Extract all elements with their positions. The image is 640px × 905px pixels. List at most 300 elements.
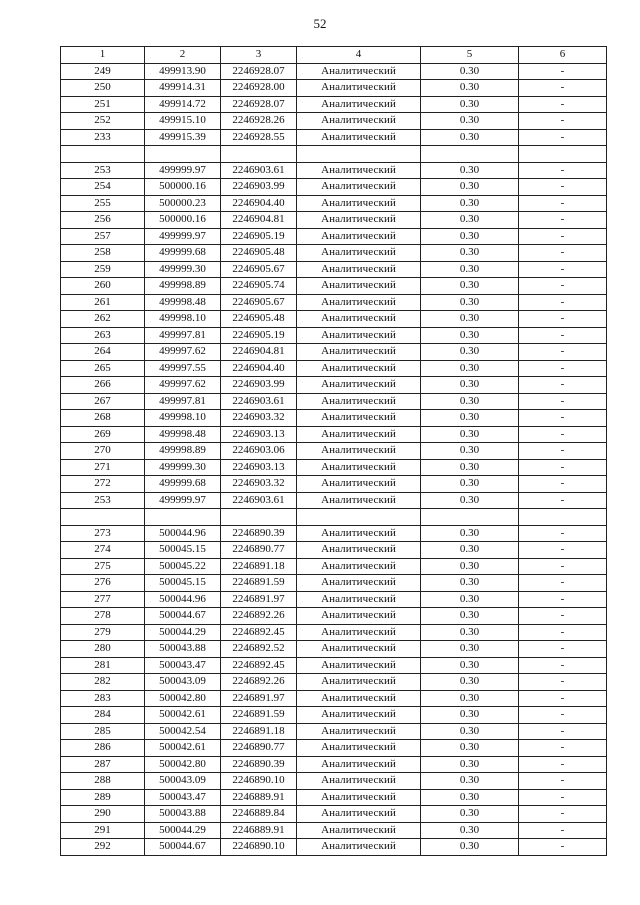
- point-number-cell: 290: [61, 806, 145, 823]
- method-cell: Аналитический: [297, 525, 421, 542]
- point-number-cell: 269: [61, 426, 145, 443]
- x-coordinate-cell: 500000.23: [145, 195, 221, 212]
- point-number-cell: 282: [61, 674, 145, 691]
- note-cell: -: [519, 525, 607, 542]
- x-coordinate-cell: 500042.61: [145, 740, 221, 757]
- y-coordinate-cell: 2246903.32: [221, 476, 297, 493]
- x-coordinate-cell: 500043.88: [145, 806, 221, 823]
- table-row: [61, 558, 607, 575]
- method-cell: Аналитический: [297, 129, 421, 146]
- method-cell: Аналитический: [297, 294, 421, 311]
- accuracy-cell: 0.30: [421, 575, 519, 592]
- table-row: [61, 261, 607, 278]
- method-cell: Аналитический: [297, 822, 421, 839]
- method-cell: Аналитический: [297, 542, 421, 559]
- table-row: [61, 789, 607, 806]
- method-cell: Аналитический: [297, 575, 421, 592]
- y-coordinate-cell: 2246890.39: [221, 525, 297, 542]
- point-number-cell: 252: [61, 113, 145, 130]
- table-row: [61, 228, 607, 245]
- note-cell: -: [519, 327, 607, 344]
- y-coordinate-cell: 2246905.48: [221, 245, 297, 262]
- y-coordinate-cell: 2246904.40: [221, 360, 297, 377]
- accuracy-cell: 0.30: [421, 756, 519, 773]
- y-coordinate-cell: 2246891.97: [221, 690, 297, 707]
- method-cell: Аналитический: [297, 228, 421, 245]
- y-coordinate-cell: 2246928.26: [221, 113, 297, 130]
- accuracy-cell: 0.30: [421, 641, 519, 658]
- point-number-cell: 277: [61, 591, 145, 608]
- accuracy-cell: 0.30: [421, 624, 519, 641]
- x-coordinate-cell: 500044.96: [145, 591, 221, 608]
- y-coordinate-cell: 2246905.19: [221, 228, 297, 245]
- note-cell: -: [519, 278, 607, 295]
- accuracy-cell: 0.30: [421, 245, 519, 262]
- method-cell: Аналитический: [297, 624, 421, 641]
- method-cell: Аналитический: [297, 360, 421, 377]
- note-cell: -: [519, 492, 607, 509]
- x-coordinate-cell: 499997.62: [145, 377, 221, 394]
- note-cell: -: [519, 690, 607, 707]
- method-cell: Аналитический: [297, 591, 421, 608]
- table-row: [61, 624, 607, 641]
- accuracy-cell: 0.30: [421, 476, 519, 493]
- point-number-cell: 291: [61, 822, 145, 839]
- table-row: [61, 294, 607, 311]
- accuracy-cell: 0.30: [421, 723, 519, 740]
- method-cell: Аналитический: [297, 179, 421, 196]
- table-row: [61, 311, 607, 328]
- table-row: [61, 327, 607, 344]
- method-cell: Аналитический: [297, 344, 421, 361]
- note-cell: -: [519, 179, 607, 196]
- note-cell: -: [519, 245, 607, 262]
- accuracy-cell: 0.30: [421, 278, 519, 295]
- x-coordinate-cell: 500044.67: [145, 839, 221, 856]
- method-cell: Аналитический: [297, 443, 421, 460]
- table-row: [61, 525, 607, 542]
- table-row: [61, 63, 607, 80]
- note-cell: -: [519, 839, 607, 856]
- accuracy-cell: 0.30: [421, 344, 519, 361]
- point-number-cell: 250: [61, 80, 145, 97]
- x-coordinate-cell: 499999.97: [145, 162, 221, 179]
- table-row: [61, 212, 607, 229]
- x-coordinate-cell: 500042.54: [145, 723, 221, 740]
- table-row: [61, 839, 607, 856]
- note-cell: -: [519, 641, 607, 658]
- point-number-cell: 255: [61, 195, 145, 212]
- x-coordinate-cell: 500000.16: [145, 179, 221, 196]
- page-number: 52: [313, 16, 327, 31]
- y-coordinate-cell: 2246928.07: [221, 63, 297, 80]
- x-coordinate-cell: 500044.96: [145, 525, 221, 542]
- note-cell: -: [519, 80, 607, 97]
- y-coordinate-cell: 2246889.91: [221, 822, 297, 839]
- table-row: [61, 410, 607, 427]
- accuracy-cell: 0.30: [421, 789, 519, 806]
- note-cell: -: [519, 789, 607, 806]
- note-cell: -: [519, 261, 607, 278]
- method-cell: Аналитический: [297, 740, 421, 757]
- x-coordinate-cell: 500044.29: [145, 822, 221, 839]
- empty-cell: [145, 509, 221, 526]
- x-coordinate-cell: 499998.89: [145, 443, 221, 460]
- accuracy-cell: 0.30: [421, 393, 519, 410]
- accuracy-cell: 0.30: [421, 740, 519, 757]
- table-row: [61, 377, 607, 394]
- point-number-cell: 286: [61, 740, 145, 757]
- y-coordinate-cell: 2246892.52: [221, 641, 297, 658]
- method-cell: Аналитический: [297, 476, 421, 493]
- y-coordinate-cell: 2246890.77: [221, 542, 297, 559]
- accuracy-cell: 0.30: [421, 261, 519, 278]
- x-coordinate-cell: 499915.39: [145, 129, 221, 146]
- note-cell: -: [519, 459, 607, 476]
- y-coordinate-cell: 2246891.97: [221, 591, 297, 608]
- point-number-cell: 253: [61, 162, 145, 179]
- accuracy-cell: 0.30: [421, 806, 519, 823]
- accuracy-cell: 0.30: [421, 839, 519, 856]
- note-cell: -: [519, 558, 607, 575]
- y-coordinate-cell: 2246892.45: [221, 624, 297, 641]
- x-coordinate-cell: 500045.15: [145, 575, 221, 592]
- empty-cell: [297, 509, 421, 526]
- y-coordinate-cell: 2246892.26: [221, 608, 297, 625]
- method-cell: Аналитический: [297, 723, 421, 740]
- point-number-cell: 254: [61, 179, 145, 196]
- coordinates-table: [60, 46, 607, 856]
- x-coordinate-cell: 500045.22: [145, 558, 221, 575]
- empty-cell: [221, 509, 297, 526]
- accuracy-cell: 0.30: [421, 80, 519, 97]
- y-coordinate-cell: 2246891.18: [221, 723, 297, 740]
- group-separator-row: [61, 146, 607, 163]
- y-coordinate-cell: 2246928.07: [221, 96, 297, 113]
- method-cell: Аналитический: [297, 393, 421, 410]
- table-row: [61, 113, 607, 130]
- note-cell: -: [519, 575, 607, 592]
- point-number-cell: 273: [61, 525, 145, 542]
- accuracy-cell: 0.30: [421, 212, 519, 229]
- x-coordinate-cell: 499997.81: [145, 327, 221, 344]
- table-row: [61, 707, 607, 724]
- empty-cell: [421, 509, 519, 526]
- accuracy-cell: 0.30: [421, 591, 519, 608]
- y-coordinate-cell: 2246891.18: [221, 558, 297, 575]
- accuracy-cell: 0.30: [421, 360, 519, 377]
- method-cell: Аналитический: [297, 426, 421, 443]
- accuracy-cell: 0.30: [421, 443, 519, 460]
- table-row: [61, 806, 607, 823]
- y-coordinate-cell: 2246903.13: [221, 459, 297, 476]
- table-header-row: [61, 47, 607, 64]
- note-cell: -: [519, 294, 607, 311]
- table-row: [61, 657, 607, 674]
- point-number-cell: 261: [61, 294, 145, 311]
- x-coordinate-cell: 499998.48: [145, 426, 221, 443]
- point-number-cell: 258: [61, 245, 145, 262]
- method-cell: Аналитический: [297, 608, 421, 625]
- y-coordinate-cell: 2246903.99: [221, 377, 297, 394]
- note-cell: -: [519, 608, 607, 625]
- method-cell: Аналитический: [297, 707, 421, 724]
- note-cell: -: [519, 195, 607, 212]
- point-number-cell: 257: [61, 228, 145, 245]
- point-number-cell: 263: [61, 327, 145, 344]
- note-cell: -: [519, 377, 607, 394]
- coordinates-table-body: [61, 47, 607, 856]
- x-coordinate-cell: 500043.47: [145, 657, 221, 674]
- y-coordinate-cell: 2246890.39: [221, 756, 297, 773]
- empty-cell: [61, 146, 145, 163]
- accuracy-cell: 0.30: [421, 195, 519, 212]
- x-coordinate-cell: 500043.09: [145, 773, 221, 790]
- y-coordinate-cell: 2246928.00: [221, 80, 297, 97]
- y-coordinate-cell: 2246928.55: [221, 129, 297, 146]
- method-cell: Аналитический: [297, 311, 421, 328]
- header-cell-5: 5: [421, 47, 519, 64]
- table-row: [61, 162, 607, 179]
- point-number-cell: 256: [61, 212, 145, 229]
- note-cell: -: [519, 624, 607, 641]
- table-row: [61, 393, 607, 410]
- accuracy-cell: 0.30: [421, 674, 519, 691]
- y-coordinate-cell: 2246892.26: [221, 674, 297, 691]
- accuracy-cell: 0.30: [421, 608, 519, 625]
- accuracy-cell: 0.30: [421, 707, 519, 724]
- table-row: [61, 690, 607, 707]
- accuracy-cell: 0.30: [421, 426, 519, 443]
- point-number-cell: 289: [61, 789, 145, 806]
- y-coordinate-cell: 2246890.10: [221, 773, 297, 790]
- y-coordinate-cell: 2246890.10: [221, 839, 297, 856]
- table-row: [61, 591, 607, 608]
- note-cell: -: [519, 674, 607, 691]
- note-cell: -: [519, 773, 607, 790]
- table-row: [61, 195, 607, 212]
- accuracy-cell: 0.30: [421, 311, 519, 328]
- x-coordinate-cell: 499998.10: [145, 410, 221, 427]
- accuracy-cell: 0.30: [421, 690, 519, 707]
- point-number-cell: 287: [61, 756, 145, 773]
- method-cell: Аналитический: [297, 806, 421, 823]
- x-coordinate-cell: 499997.62: [145, 344, 221, 361]
- x-coordinate-cell: 499913.90: [145, 63, 221, 80]
- header-cell-1: 1: [61, 47, 145, 64]
- accuracy-cell: 0.30: [421, 542, 519, 559]
- y-coordinate-cell: 2246905.48: [221, 311, 297, 328]
- accuracy-cell: 0.30: [421, 179, 519, 196]
- point-number-cell: 262: [61, 311, 145, 328]
- x-coordinate-cell: 499999.97: [145, 228, 221, 245]
- note-cell: -: [519, 113, 607, 130]
- table-row: [61, 129, 607, 146]
- method-cell: Аналитический: [297, 674, 421, 691]
- table-row: [61, 674, 607, 691]
- note-cell: -: [519, 723, 607, 740]
- method-cell: Аналитический: [297, 756, 421, 773]
- x-coordinate-cell: 500042.80: [145, 690, 221, 707]
- point-number-cell: 267: [61, 393, 145, 410]
- table-row: [61, 542, 607, 559]
- x-coordinate-cell: 500043.09: [145, 674, 221, 691]
- method-cell: Аналитический: [297, 96, 421, 113]
- x-coordinate-cell: 500042.80: [145, 756, 221, 773]
- y-coordinate-cell: 2246889.91: [221, 789, 297, 806]
- accuracy-cell: 0.30: [421, 657, 519, 674]
- method-cell: Аналитический: [297, 492, 421, 509]
- table-row: [61, 608, 607, 625]
- point-number-cell: 251: [61, 96, 145, 113]
- x-coordinate-cell: 499999.30: [145, 459, 221, 476]
- x-coordinate-cell: 499915.10: [145, 113, 221, 130]
- table-row: [61, 443, 607, 460]
- x-coordinate-cell: 500045.15: [145, 542, 221, 559]
- header-cell-3: 3: [221, 47, 297, 64]
- accuracy-cell: 0.30: [421, 327, 519, 344]
- note-cell: -: [519, 129, 607, 146]
- method-cell: Аналитический: [297, 245, 421, 262]
- table-row: [61, 740, 607, 757]
- x-coordinate-cell: 499999.97: [145, 492, 221, 509]
- x-coordinate-cell: 500043.88: [145, 641, 221, 658]
- accuracy-cell: 0.30: [421, 525, 519, 542]
- note-cell: -: [519, 740, 607, 757]
- point-number-cell: 253: [61, 492, 145, 509]
- empty-cell: [61, 509, 145, 526]
- empty-cell: [297, 146, 421, 163]
- x-coordinate-cell: 499998.10: [145, 311, 221, 328]
- note-cell: -: [519, 63, 607, 80]
- y-coordinate-cell: 2246903.99: [221, 179, 297, 196]
- table-row: [61, 344, 607, 361]
- method-cell: Аналитический: [297, 327, 421, 344]
- method-cell: Аналитический: [297, 278, 421, 295]
- y-coordinate-cell: 2246891.59: [221, 575, 297, 592]
- accuracy-cell: 0.30: [421, 492, 519, 509]
- y-coordinate-cell: 2246904.81: [221, 344, 297, 361]
- note-cell: -: [519, 756, 607, 773]
- table-row: [61, 723, 607, 740]
- y-coordinate-cell: 2246903.32: [221, 410, 297, 427]
- note-cell: -: [519, 162, 607, 179]
- point-number-cell: 268: [61, 410, 145, 427]
- x-coordinate-cell: 499998.89: [145, 278, 221, 295]
- empty-cell: [519, 509, 607, 526]
- y-coordinate-cell: 2246905.67: [221, 294, 297, 311]
- table-row: [61, 360, 607, 377]
- accuracy-cell: 0.30: [421, 63, 519, 80]
- point-number-cell: 279: [61, 624, 145, 641]
- point-number-cell: 280: [61, 641, 145, 658]
- table-row: [61, 476, 607, 493]
- x-coordinate-cell: 500043.47: [145, 789, 221, 806]
- note-cell: -: [519, 707, 607, 724]
- x-coordinate-cell: 499999.68: [145, 245, 221, 262]
- y-coordinate-cell: 2246903.61: [221, 492, 297, 509]
- header-cell-4: 4: [297, 47, 421, 64]
- x-coordinate-cell: 500000.16: [145, 212, 221, 229]
- note-cell: -: [519, 311, 607, 328]
- point-number-cell: 270: [61, 443, 145, 460]
- table-row: [61, 179, 607, 196]
- y-coordinate-cell: 2246904.40: [221, 195, 297, 212]
- note-cell: -: [519, 476, 607, 493]
- table-row: [61, 756, 607, 773]
- method-cell: Аналитический: [297, 657, 421, 674]
- header-cell-2: 2: [145, 47, 221, 64]
- x-coordinate-cell: 499914.31: [145, 80, 221, 97]
- method-cell: Аналитический: [297, 558, 421, 575]
- accuracy-cell: 0.30: [421, 377, 519, 394]
- y-coordinate-cell: 2246905.67: [221, 261, 297, 278]
- note-cell: -: [519, 96, 607, 113]
- accuracy-cell: 0.30: [421, 162, 519, 179]
- note-cell: -: [519, 360, 607, 377]
- note-cell: -: [519, 344, 607, 361]
- y-coordinate-cell: 2246891.59: [221, 707, 297, 724]
- x-coordinate-cell: 499997.55: [145, 360, 221, 377]
- x-coordinate-cell: 499997.81: [145, 393, 221, 410]
- note-cell: -: [519, 591, 607, 608]
- x-coordinate-cell: 500042.61: [145, 707, 221, 724]
- table-row: [61, 245, 607, 262]
- note-cell: -: [519, 212, 607, 229]
- point-number-cell: 233: [61, 129, 145, 146]
- table-row: [61, 773, 607, 790]
- method-cell: Аналитический: [297, 690, 421, 707]
- note-cell: -: [519, 426, 607, 443]
- note-cell: -: [519, 393, 607, 410]
- y-coordinate-cell: 2246892.45: [221, 657, 297, 674]
- point-number-cell: 249: [61, 63, 145, 80]
- point-number-cell: 288: [61, 773, 145, 790]
- point-number-cell: 292: [61, 839, 145, 856]
- table-row: [61, 80, 607, 97]
- y-coordinate-cell: 2246903.06: [221, 443, 297, 460]
- accuracy-cell: 0.30: [421, 129, 519, 146]
- table-row: [61, 278, 607, 295]
- method-cell: Аналитический: [297, 113, 421, 130]
- point-number-cell: 272: [61, 476, 145, 493]
- point-number-cell: 284: [61, 707, 145, 724]
- accuracy-cell: 0.30: [421, 410, 519, 427]
- point-number-cell: 260: [61, 278, 145, 295]
- table-row: [61, 822, 607, 839]
- method-cell: Аналитический: [297, 839, 421, 856]
- point-number-cell: 281: [61, 657, 145, 674]
- y-coordinate-cell: 2246903.13: [221, 426, 297, 443]
- accuracy-cell: 0.30: [421, 96, 519, 113]
- point-number-cell: 285: [61, 723, 145, 740]
- y-coordinate-cell: 2246903.61: [221, 162, 297, 179]
- method-cell: Аналитический: [297, 641, 421, 658]
- table-row: [61, 575, 607, 592]
- x-coordinate-cell: 499999.68: [145, 476, 221, 493]
- x-coordinate-cell: 499999.30: [145, 261, 221, 278]
- note-cell: -: [519, 410, 607, 427]
- method-cell: Аналитический: [297, 789, 421, 806]
- method-cell: Аналитический: [297, 261, 421, 278]
- point-number-cell: 278: [61, 608, 145, 625]
- point-number-cell: 274: [61, 542, 145, 559]
- note-cell: -: [519, 443, 607, 460]
- method-cell: Аналитический: [297, 410, 421, 427]
- method-cell: Аналитический: [297, 459, 421, 476]
- point-number-cell: 271: [61, 459, 145, 476]
- empty-cell: [421, 146, 519, 163]
